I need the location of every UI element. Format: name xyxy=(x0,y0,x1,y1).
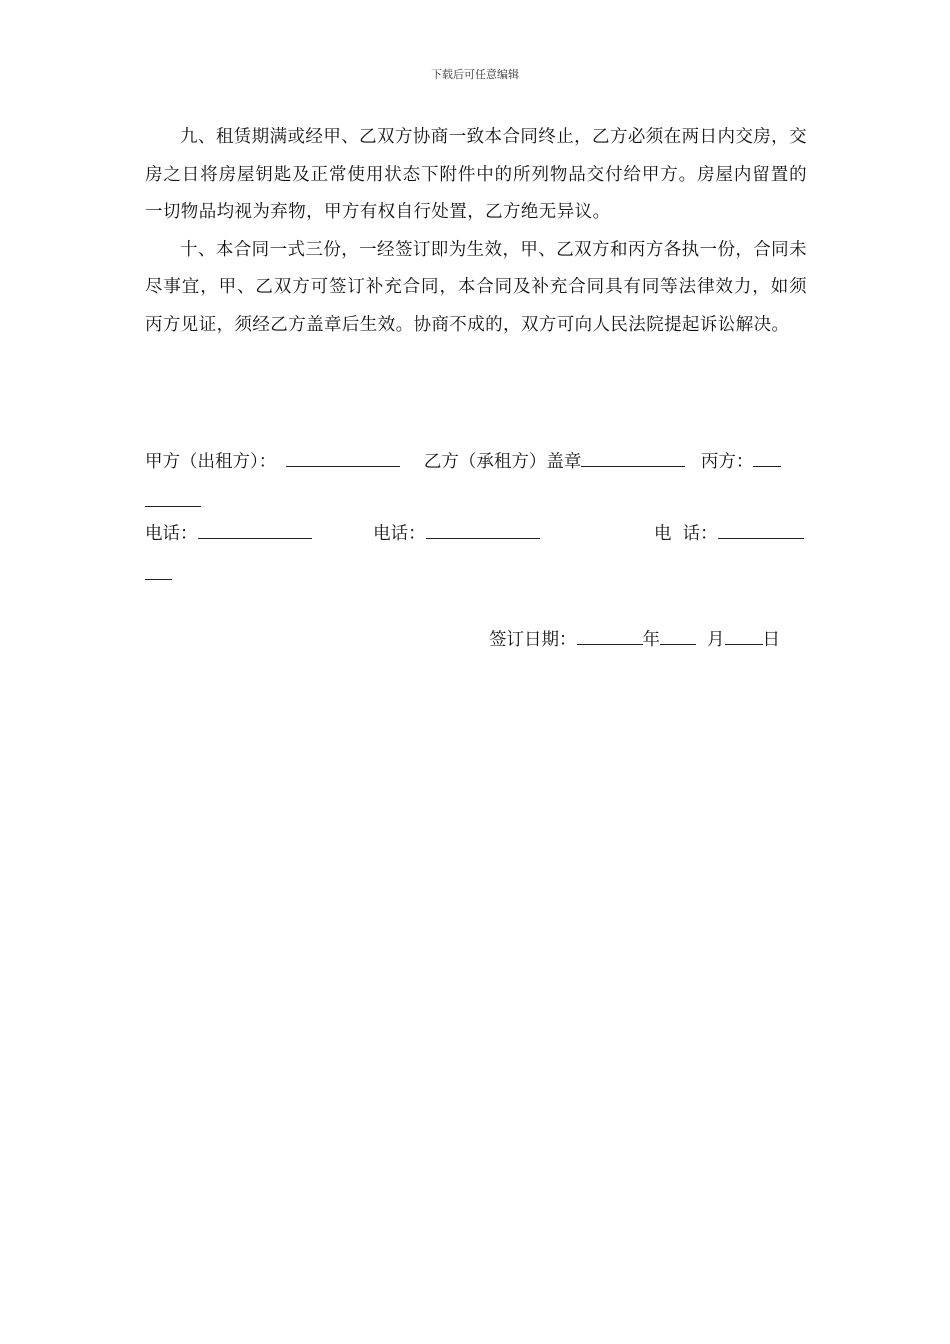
phone-c-blank-continued xyxy=(145,565,172,580)
header-note: 下载后可任意编辑 xyxy=(431,68,519,81)
day-blank xyxy=(725,630,763,645)
month-blank xyxy=(660,630,696,645)
party-b-label: 乙方（承租方）盖章 xyxy=(423,452,582,472)
year-blank xyxy=(577,630,643,645)
signature-row-phones xyxy=(145,522,540,546)
phone-c-label: 电 话： xyxy=(654,524,718,544)
day-label: 日 xyxy=(762,630,780,650)
contract-body xyxy=(145,119,807,344)
clause-10: 十、本合同一式三份，一经签订即为生效，甲、乙双方和丙方各执一份，合同未尽事宜，甲、乙双方可签订补充合同，本合同及补充合同具有同等法律效力，如须丙方见证，须经乙方盖章后生效。协商不成的，双方可向人民法院提起诉讼解决。 xyxy=(145,239,807,335)
phone-b-label: 电话： xyxy=(373,524,426,544)
party-c-label: 丙方： xyxy=(700,452,754,472)
party-a-blank xyxy=(286,452,400,467)
clause-9: 九、租赁期满或经甲、乙双方协商一致本合同终止，乙方必须在两日内交房，交房之日将房屋钥匙及正常使用状态下附件中的所列物品交付给甲方。房屋内留置的一切物品均视为弃物，甲方有权自行处置，乙方绝无异议。 xyxy=(145,127,807,222)
signature-row-parties xyxy=(145,450,781,474)
phone-b-blank xyxy=(426,524,540,539)
phone-a-label: 电话： xyxy=(145,524,198,544)
year-label: 年 xyxy=(642,630,660,650)
phone-a-blank xyxy=(198,524,312,539)
party-c-blank xyxy=(753,452,781,467)
phone-c-blank xyxy=(718,524,804,539)
party-a-label: 甲方（出租方）： xyxy=(145,452,277,472)
month-label: 月 xyxy=(707,630,725,650)
sign-date-label: 签订日期： xyxy=(489,630,577,650)
party-b-blank xyxy=(581,452,685,467)
signature-row-phone-c xyxy=(654,522,804,546)
sign-date xyxy=(489,628,780,652)
party-c-blank-continued xyxy=(145,492,201,507)
